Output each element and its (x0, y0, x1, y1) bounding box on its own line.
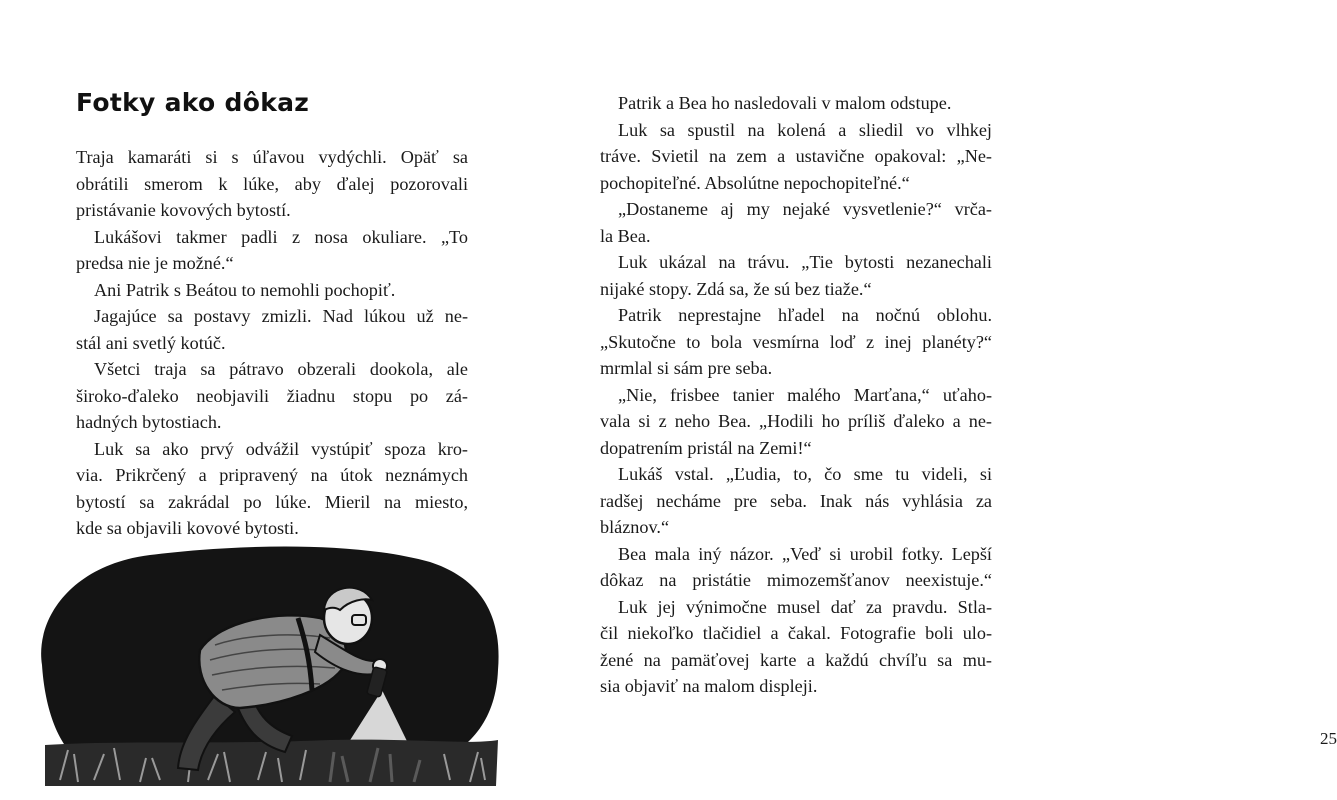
text-line: sia objaviť na malom displeji. (600, 676, 818, 696)
text-line: radšej necháme pre seba. Inak nás vyhlásia za (600, 490, 992, 511)
boy-with-flashlight-in-grass-illustration (30, 540, 506, 786)
text-line: „Dostaneme aj my nejaké vysvetlenie?“ vrča- (618, 199, 992, 219)
text-line: Luk sa ako prvý odvážil vystúpiť spoza kro- (94, 438, 468, 459)
left-page (0, 0, 533, 800)
text-line: bytostí sa zakrádal po lúke. Mieril na miesto, (76, 491, 468, 512)
text-line: Bea mala iný názor. „Veď si urobil fotky. Lepší (618, 543, 992, 564)
right-text-column (600, 90, 992, 700)
text-line: pochopiteľné. Absolútne nepochopiteľné.“ (600, 172, 910, 193)
text-line: Všetci traja sa pátravo obzerali dookola, ale (94, 359, 468, 379)
text-line: tráve. Svietil na zem a ustavične opakoval: „Ne- (600, 146, 992, 166)
text-line: predsa nie je možné.“ (76, 253, 234, 273)
left-text-column (76, 144, 468, 542)
text-line: la Bea. (600, 225, 651, 246)
text-line: stál ani svetlý kotúč. (76, 332, 226, 353)
text-line: „Skutočne to bola vesmírna loď z inej planéty?“ (600, 331, 992, 352)
text-line: čil niekoľko tlačidiel a čakal. Fotografie boli ulo- (600, 623, 992, 643)
text-line: hadných bytostiach. (76, 412, 222, 432)
text-line: Lukáš vstal. „Ľudia, to, čo sme tu videli, si (618, 464, 992, 484)
text-line: pristávanie kovových bytostí. (76, 200, 291, 220)
text-line: kde sa objavili kovové bytosti. (76, 518, 299, 538)
text-line: Luk ukázal na trávu. „Tie bytosti nezanechali (618, 252, 992, 272)
text-line: Lukášovi takmer padli z nosa okuliare. „To (94, 226, 468, 247)
page-number: 25 (1320, 729, 1337, 748)
text-line: dopatrením pristál na Zemi!“ (600, 437, 812, 458)
text-line: široko-ďaleko neobjavili žiadnu stopu po zá- (76, 385, 468, 406)
text-line: vala si z neho Bea. „Hodili ho príliš ďaleko a ne- (600, 411, 992, 431)
text-line: nijaké stopy. Zdá sa, že sú bez tiaže.“ (600, 278, 872, 299)
text-line: dôkaz na pristátie mimozemšťanov neexistuje.“ (600, 570, 992, 590)
text-line: obrátili smerom k lúke, aby ďalej pozorovali (76, 173, 468, 194)
text-line: Traja kamaráti si s úľavou vydýchli. Opäť sa (76, 147, 468, 167)
chapter-title: Fotky ako dôkaz (76, 88, 310, 117)
text-line: Patrik neprestajne hľadel na nočnú oblohu. (618, 305, 992, 325)
text-line: mrmlal si sám pre seba. (600, 358, 773, 378)
text-line: bláznov.“ (600, 517, 670, 537)
text-line: Luk sa spustil na kolená a sliedil vo vlhkej (618, 119, 992, 140)
text-line: žené na pamäťovej karte a každú chvíľu sa mu- (600, 649, 992, 670)
text-line: „Nie, frisbee tanier malého Marťana,“ uťaho- (618, 384, 992, 405)
text-line: via. Prikrčený a pripravený na útok neznámych (76, 465, 468, 485)
text-line: Jagajúce sa postavy zmizli. Nad lúkou už ne- (94, 306, 468, 326)
text-line: Patrik a Bea ho nasledovali v malom odstupe. (618, 93, 952, 113)
text-line: Ani Patrik s Beátou to nemohli pochopiť. (94, 279, 396, 300)
text-line: Luk jej výnimočne musel dať za pravdu. Stla- (618, 596, 992, 617)
